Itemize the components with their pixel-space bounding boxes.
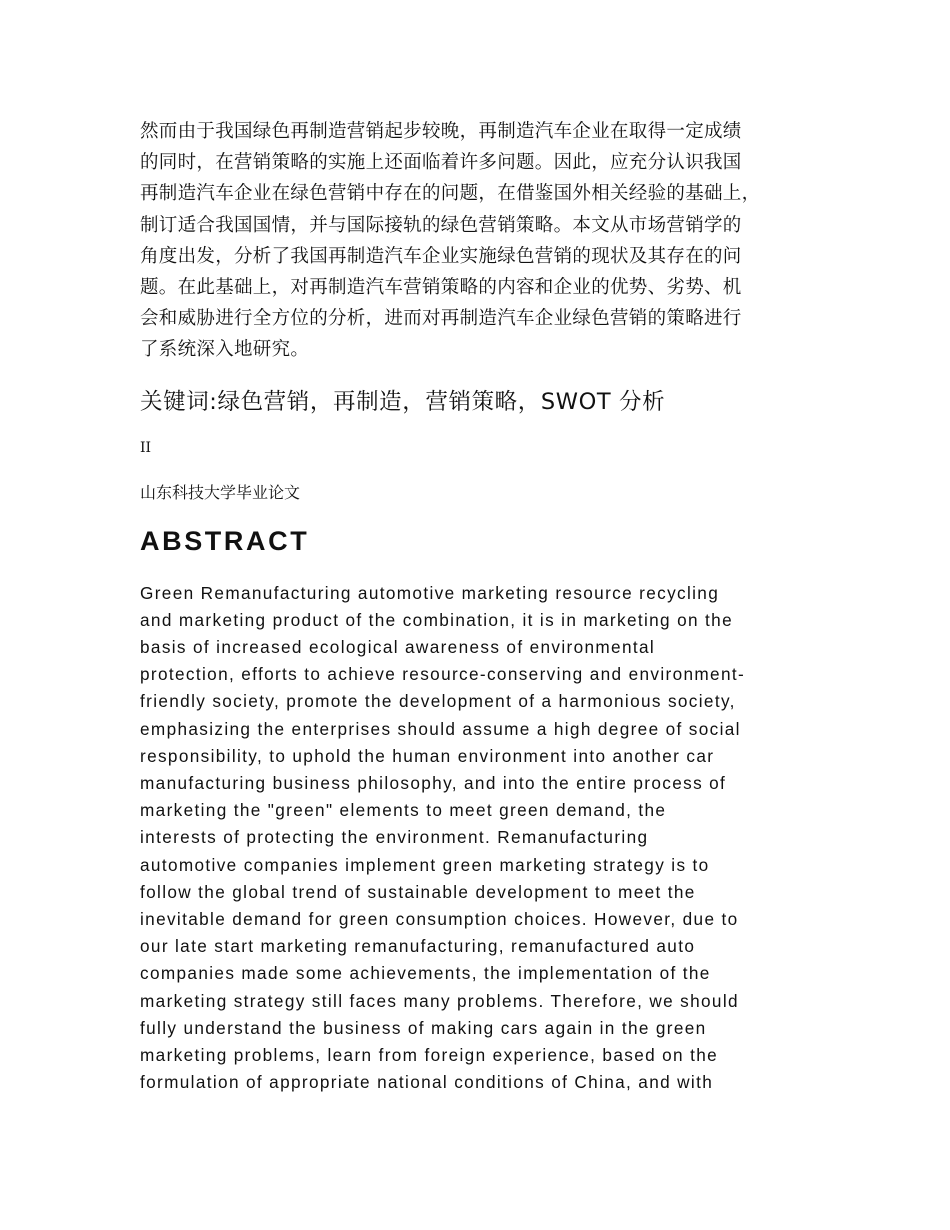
paragraph-line: marketing the "green" elements to meet green demand, the: [140, 800, 667, 821]
paragraph-line: our late start marketing remanufacturing, remanufactured auto: [140, 936, 696, 957]
paragraph-line: 的同时，在营销策略的实施上还面临着许多问题。因此，应充分认识我国: [140, 152, 742, 174]
paragraph-line: marketing problems, learn from foreign experience, based on the: [140, 1045, 719, 1066]
paragraph-line: companies made some achievements, the implementation of the: [140, 963, 711, 984]
paragraph-line: marketing strategy still faces many problems. Therefore, we should: [140, 990, 739, 1011]
paragraph-line: responsibility, to uphold the human environment into another car: [140, 745, 715, 766]
paragraph-line: fully understand the business of making cars again in the green: [140, 1017, 707, 1038]
paragraph-line: 题。在此基础上，对再制造汽车营销策略的内容和企业的优势、劣势、机: [140, 277, 742, 299]
paragraph-line: manufacturing business philosophy, and into the entire process of: [140, 773, 727, 794]
paragraph-line: automotive companies implement green marketing strategy is to: [140, 854, 710, 875]
paragraph-line: Green Remanufacturing automotive marketing resource recycling: [140, 582, 720, 603]
paragraph-line: friendly society, promote the development of a harmonious society,: [140, 691, 736, 712]
paragraph-line: 会和威胁进行全方位的分析，进而对再制造汽车企业绿色营销的策略进行: [140, 308, 742, 330]
paragraph-line: inevitable demand for green consumption choices. However, due to: [140, 909, 739, 930]
paragraph-line: follow the global trend of sustainable development to meet the: [140, 881, 696, 902]
paragraph-line: 再制造汽车企业在绿色营销中存在的问题，在借鉴国外相关经验的基础上，: [140, 183, 761, 205]
running-header: 山东科技大学毕业论文: [140, 482, 301, 502]
paragraph-line: formulation of appropriate national conditions of China, and with: [140, 1072, 714, 1093]
paragraph-line: protection, efforts to achieve resource-conserving and environment-: [140, 664, 746, 685]
page-number: II: [140, 439, 152, 456]
document-page: [140, 116, 812, 1096]
paragraph-line: 制订适合我国国情，并与国际接轨的绿色营销策略。本文从市场营销学的: [140, 214, 742, 236]
chinese-abstract-paragraph: [140, 116, 812, 366]
english-abstract-paragraph: [140, 580, 812, 1097]
paragraph-line: 然而由于我国绿色再制造营销起步较晚，再制造汽车企业在取得一定成绩: [140, 121, 742, 142]
paragraph-line: 角度出发，分析了我国再制造汽车企业实施绿色营销的现状及其存在的问: [140, 245, 742, 267]
paragraph-line: 了系统深入地研究。: [140, 339, 310, 361]
abstract-heading: ABSTRACT: [140, 525, 310, 556]
paragraph-line: emphasizing the enterprises should assume a high degree of social: [140, 718, 741, 739]
paragraph-line: basis of increased ecological awareness of environmental: [140, 637, 656, 658]
keywords-line: 关键词:绿色营销，再制造，营销策略，SWOT 分析: [140, 388, 666, 415]
paragraph-line: and marketing product of the combination, it is in marketing on the: [140, 609, 733, 630]
paragraph-line: interests of protecting the environment. Remanufacturing: [140, 827, 649, 848]
